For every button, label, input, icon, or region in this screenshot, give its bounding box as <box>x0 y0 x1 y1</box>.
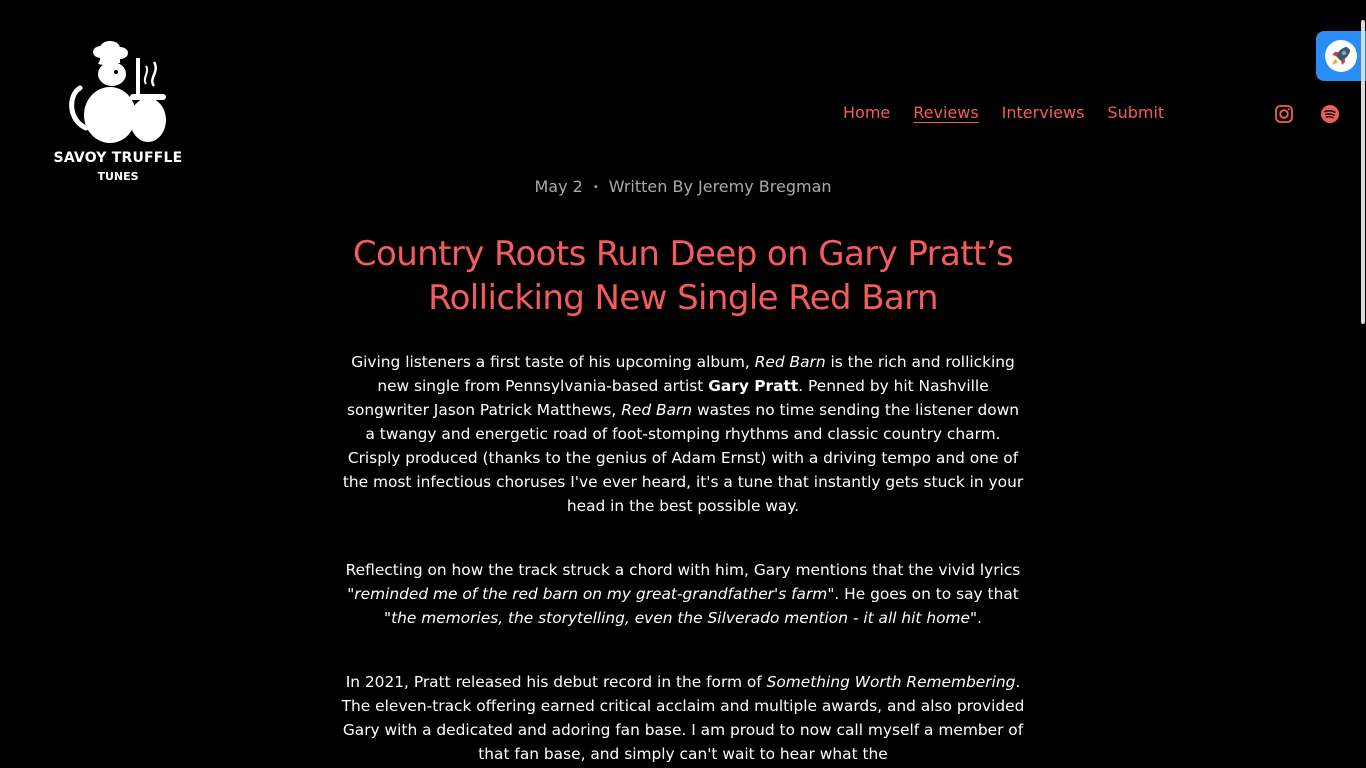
article-title-line2: Rollicking New Single Red Barn <box>428 278 938 318</box>
logo-subtitle: TUNES <box>97 170 139 183</box>
text-run: Reflecting on how the track struck a chord with him, Gary mentions that the vivid lyrics " <box>345 561 1021 603</box>
article-body <box>340 350 1026 768</box>
site-logo[interactable] <box>50 40 186 185</box>
song-title: Red Barn <box>621 401 693 419</box>
post-author[interactable]: Written By Jeremy Bregman <box>608 177 832 196</box>
quote: reminded me of the red barn on my great-grandfather's farm <box>354 585 828 603</box>
text-run: . Penned by hit Nashville songwriter Jason Patrick Matthews, <box>346 377 989 419</box>
album-title: Something Worth Remembering <box>766 673 1016 691</box>
text-run: In 2021, Pratt released his debut record in the form of <box>345 673 767 691</box>
article-title-line1: Country Roots Run Deep on Gary Pratt’s <box>352 234 1014 274</box>
social-links <box>1274 104 1340 124</box>
text-run: . The eleven-track offering earned critical acclaim and multiple awards, and also provided Gary with a dedicated and adoring fan base. I am proud to now call myself a member of that fan base, and simply can't wait to hear what the <box>341 673 1025 763</box>
article-paragraph <box>340 350 1026 518</box>
article-title <box>340 232 1026 320</box>
post-meta <box>0 177 1366 196</box>
article-paragraph <box>340 670 1026 766</box>
nav-interviews-link[interactable]: Interviews <box>1001 103 1085 122</box>
logo-wordmark: SAVOY TRUFFLE <box>53 150 183 166</box>
text-run: is the rich and rollicking new single from Pennsylvania-based artist <box>377 353 1015 395</box>
cat-chef-logo-icon <box>50 40 186 148</box>
artist-name: Gary Pratt <box>708 377 799 395</box>
quote: "the memories, the storytelling, even the Silverado mention - it all hit home <box>384 609 970 627</box>
nav-reviews-link[interactable]: Reviews <box>913 103 979 122</box>
rocket-launcher-button[interactable] <box>1316 31 1366 81</box>
main-nav <box>843 103 1164 122</box>
post-date: May 2 <box>534 177 583 196</box>
scrollbar-thumb[interactable] <box>1361 20 1365 324</box>
text-run: ". He goes on to say that <box>827 585 1019 603</box>
text-run: Giving listeners a first taste of his upcoming album, <box>351 353 755 371</box>
nav-home-link[interactable]: Home <box>843 103 891 122</box>
spotify-icon[interactable] <box>1320 104 1340 124</box>
rocket-icon <box>1324 39 1358 73</box>
article-paragraph <box>340 558 1026 630</box>
instagram-icon[interactable] <box>1274 104 1294 124</box>
nav-submit-link[interactable]: Submit <box>1107 103 1165 122</box>
text-run: ". <box>969 609 982 627</box>
text-run: wastes no time sending the listener down a twangy and energetic road of foot-stomping rhythms and classic country charm. Crisply produced (thanks to the genius of Adam Ernst) with a driving tempo and one of the most infectious choruses I've ever heard, it's a tune that instantly gets stuck in your head in the best possible way. <box>342 401 1024 515</box>
album-title: Red Barn <box>754 353 826 371</box>
meta-separator: • <box>592 182 599 193</box>
